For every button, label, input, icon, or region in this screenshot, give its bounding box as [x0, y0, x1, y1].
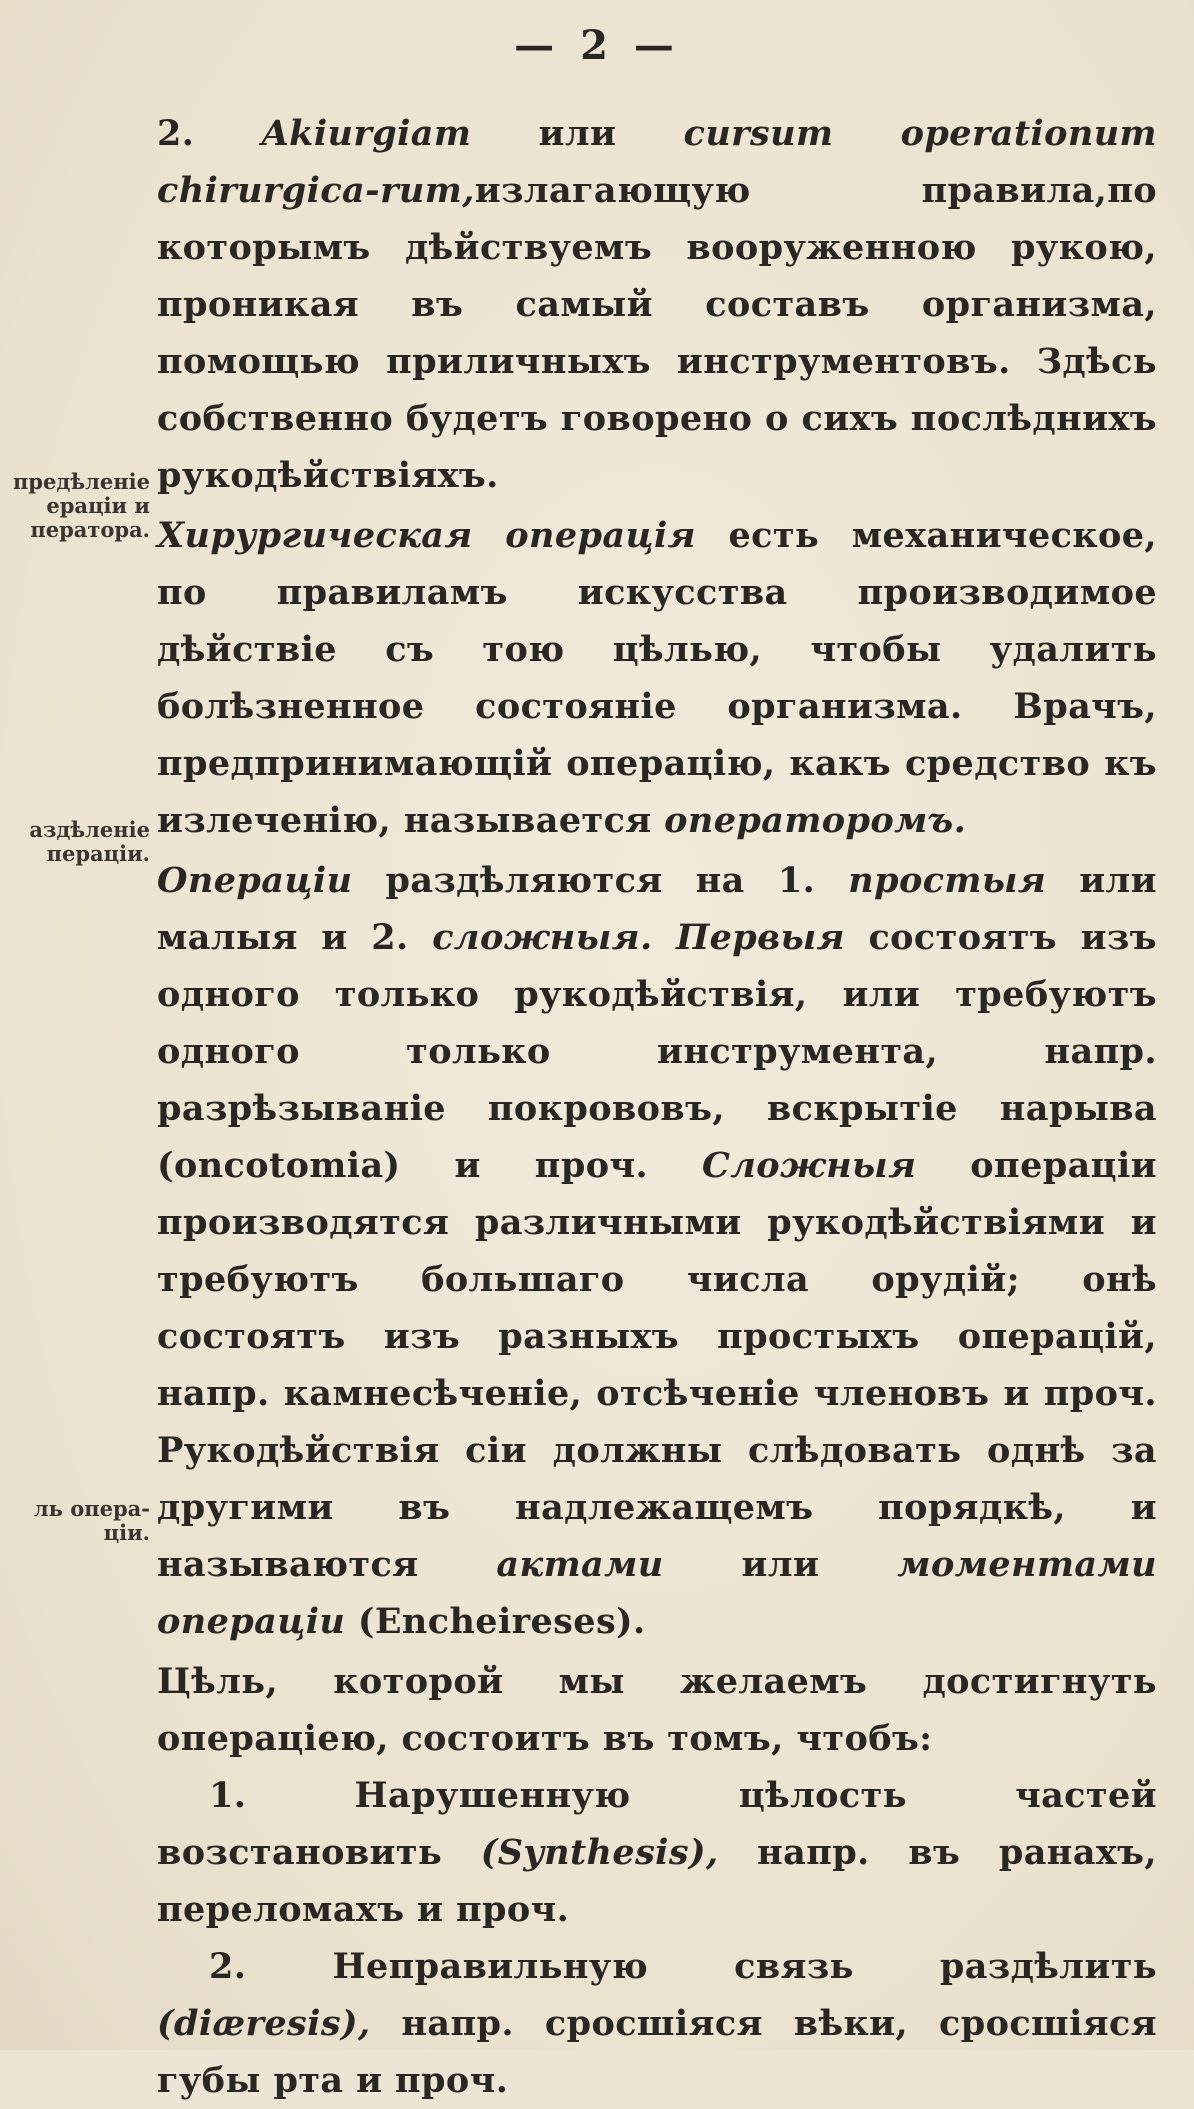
list-item-diaeresis: 2. Неправильную связь раздѣлить (diæresis), напр. сросшіяся вѣки, сросшіяся губы рта и проч. [157, 1946, 1157, 2101]
page-number: — 2 — [514, 22, 680, 69]
item-number: 2. [157, 113, 195, 154]
paragraph-operation-definition: Хирургическая операція есть механическое, по правиламъ искусства производимое дѣйствіе съ тою цѣлью, чтобы удалить болѣзненное состояніе организма. Врачъ, предпринимающій операцію, какъ средство къ излеченію, называется операторомъ. [157, 515, 1157, 841]
margin-note-definition: предѣленіе ераціи и ператора. [12, 469, 150, 542]
margin-note-goal: ль опера- ціи. [33, 1496, 150, 1545]
paragraph-operation-goal: Цѣль, которой мы желаемъ достигнуть операціею, состоитъ въ томъ, чтобъ: [157, 1661, 1157, 1759]
italic-term: актами [496, 1544, 664, 1585]
italic-term: сложныя. Первыя [432, 917, 845, 958]
italic-term: Хирургическая операція [157, 515, 696, 556]
italic-term: Сложныя [702, 1145, 917, 1186]
italic-term: операторомъ. [664, 800, 967, 841]
italic-term: (diæresis), [157, 2003, 371, 2044]
italic-term: простыя [848, 860, 1047, 901]
italic-term: Операціи [157, 860, 353, 901]
page-body-text [157, 105, 1157, 2109]
margin-note-division: аздѣленіе пераціи. [29, 817, 150, 866]
italic-term: Akiurgiam [261, 113, 472, 154]
italic-term: (Synthesis), [480, 1832, 719, 1873]
paragraph-operation-division: Операціи раздѣляются на 1. простыя или малыя и 2. сложныя. Первыя состоятъ изъ одного только рукодѣйствія, или требуютъ одного только инструмента, напр. разрѣзываніе покрововъ, вскрытіе нарыва (oncotomia) и проч. Сложныя операціи производятся различными рукодѣйствіями и требуютъ большаго числа орудій; онѣ состоятъ изъ разныхъ простыхъ операцій, напр. камнесѣченіе, отсѣченіе членовъ и проч. Рукодѣйствія сіи должны слѣдовать однѣ за другими въ надлежащемъ порядкѣ, и называются актами или моментами операціи (Encheireses). [157, 860, 1158, 1642]
italic-term: моментами операціи [157, 1544, 1158, 1642]
list-item-synthesis: 1. Нарушенную цѣлость частей возстановить (Synthesis), напр. въ ранахъ, переломахъ и проч. [157, 1775, 1157, 1930]
paragraph-akiurgia: 2. Akiurgiam или cursum operationum chirurgica-rum,излагающую правила,по которымъ дѣйствуемъ вооруженною рукою, проникая въ самый составъ организма, помощью приличныхъ инструментовъ. Здѣсь собственно будетъ говорено о сихъ послѣднихъ рукодѣйствіяхъ. [157, 113, 1157, 496]
italic-term: cursum operationum chirurgica-rum, [157, 113, 1157, 211]
